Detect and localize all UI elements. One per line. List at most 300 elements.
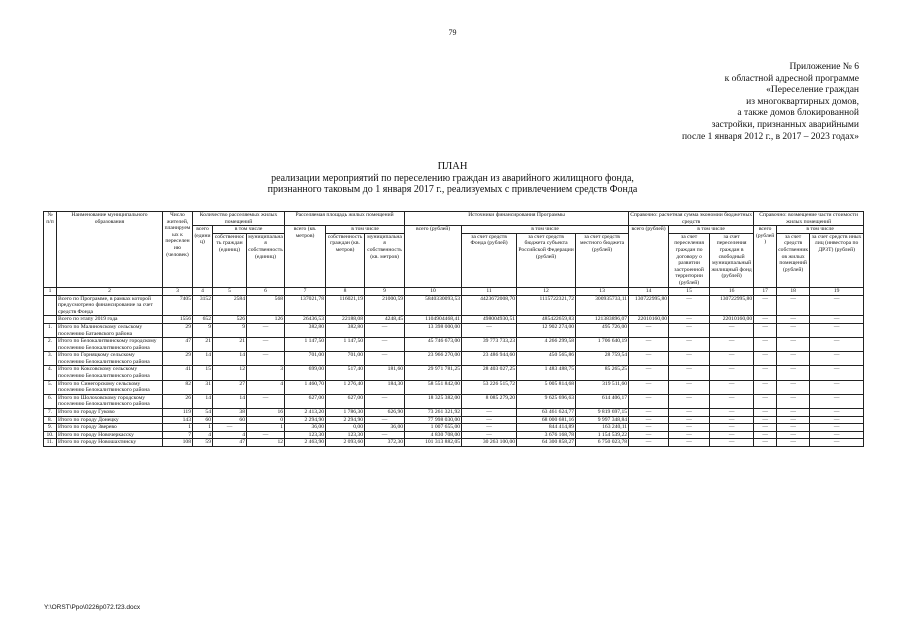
cell-c10: 73 261 321,92 (405, 409, 462, 417)
cell-c3: 7405 (163, 295, 193, 316)
appendix-line: «Переселение граждан (766, 85, 859, 96)
row-municipality: Всего по Программе, в рамках которой предусмотрено финансирование за счет средств Фонда (57, 295, 163, 316)
cell-c10: 5840330093,53 (405, 295, 462, 316)
row-municipality: Итого по Белокалитвинскому городскому поселению Белокалитвинского района (57, 338, 163, 352)
page-number: 79 (448, 28, 457, 37)
cell-c4: 59 (193, 439, 213, 447)
header-fin-total: всего (рублей) (405, 226, 462, 287)
column-number: 2 (57, 287, 163, 295)
table-row (44, 338, 864, 352)
cell-c4: 54 (193, 409, 213, 417)
cell-c12: 4 266 299,58 (517, 338, 576, 352)
cell-c7: 2 413,20 (285, 409, 326, 417)
cell-c19: — (810, 338, 864, 352)
cell-c18: — (777, 439, 810, 447)
appendix-line: к областной адресной программе (724, 73, 859, 84)
cell-c14: 22010160,00 (629, 316, 669, 324)
cell-c13: 1 706 640,19 (576, 338, 629, 352)
cell-c18: — (777, 416, 810, 424)
table-row (44, 295, 864, 316)
appendix-line: Приложение № 6 (789, 62, 859, 72)
cell-c13: 300935733,11 (576, 295, 629, 316)
cell-c3: 26 (163, 394, 193, 408)
cell-c14: — (629, 323, 669, 337)
cell-c3: 1556 (163, 316, 193, 324)
cell-c4: 31 (193, 380, 213, 394)
cell-c16: 130722995,80 (710, 295, 754, 316)
cell-c6: — (247, 431, 285, 439)
header-area-private: собственность граждан (кв. метров) (326, 233, 365, 287)
cell-c8: 0,00 (326, 424, 365, 432)
cell-c4: 4 (193, 431, 213, 439)
cell-c19: — (810, 352, 864, 366)
column-number: 13 (576, 287, 629, 295)
cell-c17: — (754, 439, 777, 447)
cell-c5: 21 (213, 338, 247, 352)
cell-c5: 14 (213, 394, 247, 408)
row-number: 9. (44, 424, 57, 432)
header-fin-fund: за счет средств Фонда (рублей) (462, 233, 517, 287)
table-row (44, 352, 864, 366)
cell-c11: 53 226 515,72 (462, 380, 517, 394)
cell-c19: — (810, 431, 864, 439)
cell-c18: — (777, 316, 810, 324)
cell-c10: 23 966 270,00 (405, 352, 462, 366)
header-area-municipal: муниципальная собственность (кв. метров) (365, 233, 405, 287)
table-row (44, 394, 864, 408)
column-number: 8 (326, 287, 365, 295)
cell-c14: — (629, 366, 669, 380)
cell-c3: 47 (163, 338, 193, 352)
cell-c10: 13 398 000,00 (405, 323, 462, 337)
header-rooms-private: собственность граждан (единиц) (213, 233, 247, 287)
cell-c15: — (669, 409, 710, 417)
header-refund-group: Справочно: возмещение части стоимости жилых помещений (754, 212, 864, 226)
cell-c9: — (365, 416, 405, 424)
row-municipality: Итого по Малиночскому сельскому поселению Батаевского района (57, 323, 163, 337)
cell-c13: 163 240,11 (576, 424, 629, 432)
header-ref-owners: за счет средств собственников жилых помещений (рублей) (777, 233, 810, 287)
cell-c6: — (247, 394, 285, 408)
row-municipality: Итого по городу Донецку (57, 416, 163, 424)
cell-c4: 60 (193, 416, 213, 424)
header-fin-local: за счет средств местного бюджета (рублей) (576, 233, 629, 287)
cell-c8: 2 294,90 (326, 416, 365, 424)
cell-c3: 108 (163, 439, 193, 447)
cell-c9: — (365, 338, 405, 352)
cell-c13: 85 265,25 (576, 366, 629, 380)
cell-c12: 450 565,86 (517, 352, 576, 366)
column-number: 5 (213, 287, 247, 295)
cell-c8: 627,00 (326, 394, 365, 408)
cell-c19: — (810, 424, 864, 432)
cell-c4: 21 (193, 338, 213, 352)
cell-c10: 77 998 030,00 (405, 416, 462, 424)
cell-c3: 29 (163, 323, 193, 337)
cell-c10: 45 746 673,00 (405, 338, 462, 352)
header-economy-group: Справочно: расчетная сумма экономии бюджетных средств (630, 212, 753, 225)
appendix-line: застройки, признанных аварийными (711, 119, 859, 130)
cell-c19: — (810, 380, 864, 394)
header-econ-total: всего (рублей) (629, 226, 669, 287)
cell-c6: 16 (247, 409, 285, 417)
appendix-line: после 1 января 2012 г., в 2017 – 2023 годах» (681, 131, 859, 142)
row-number: 8. (44, 416, 57, 424)
cell-c10: 29 971 781,25 (405, 366, 462, 380)
header-no: № п/п (44, 212, 57, 288)
cell-c14: — (629, 352, 669, 366)
column-number: 11 (462, 287, 517, 295)
row-municipality: Итого по Коксовскому сельскому поселению Белокалитвинского района (57, 366, 163, 380)
cell-c7: 137021,78 (285, 295, 326, 316)
cell-c19: — (810, 295, 864, 316)
cell-c3: 41 (163, 366, 193, 380)
header-residents: Число жителей, планируемых к переселению (человек) (163, 212, 193, 288)
plan-table (43, 211, 864, 447)
header-municipality: Наименование муниципального образования (57, 212, 163, 288)
cell-c16: — (710, 409, 754, 417)
cell-c19: — (810, 316, 864, 324)
appendix-line: а также домов блокированной (737, 108, 859, 119)
cell-c8: 123,30 (326, 431, 365, 439)
cell-c3: 29 (163, 352, 193, 366)
cell-c6: 4 (247, 380, 285, 394)
cell-c10: 1104904468,41 (405, 316, 462, 324)
cell-c6: 568 (247, 295, 285, 316)
cell-c6: 126 (247, 316, 285, 324)
header-ref-investor: за счет средств иных лиц (инвестора по ДРЗТ) (рублей) (810, 233, 864, 287)
cell-c12: 1115722321,72 (517, 295, 576, 316)
cell-c12: 64 300 858,27 (517, 439, 576, 447)
cell-c17: — (754, 394, 777, 408)
cell-c8: 1 147,50 (326, 338, 365, 352)
cell-c5: 47 (213, 439, 247, 447)
header-fin-incl: в том числе (462, 226, 629, 234)
row-number: 6. (44, 394, 57, 408)
cell-c3: 143 (163, 416, 193, 424)
row-number (44, 295, 57, 316)
cell-c17: — (754, 416, 777, 424)
cell-c18: — (777, 394, 810, 408)
header-rooms-incl: в том числе (213, 226, 285, 234)
document-title (0, 161, 905, 196)
cell-c15: — (669, 295, 710, 316)
cell-c16: — (710, 424, 754, 432)
cell-c7: 1 460,70 (285, 380, 326, 394)
cell-c9: 21000,59 (365, 295, 405, 316)
cell-c16: — (710, 439, 754, 447)
cell-c15: — (669, 424, 710, 432)
cell-c16: — (710, 416, 754, 424)
cell-c14: — (629, 380, 669, 394)
cell-c12: 485422659,83 (517, 316, 576, 324)
cell-c17: — (754, 380, 777, 394)
cell-c14: 130722995,80 (629, 295, 669, 316)
cell-c4: 9 (193, 323, 213, 337)
cell-c9: 36,00 (365, 424, 405, 432)
cell-c19: — (810, 323, 864, 337)
cell-c5: 38 (213, 409, 247, 417)
cell-c5: 526 (213, 316, 247, 324)
cell-c5: — (213, 424, 247, 432)
cell-c17: — (754, 338, 777, 352)
table-row (44, 380, 864, 394)
cell-c15: — (669, 366, 710, 380)
row-number: 5. (44, 380, 57, 394)
cell-c11: 8 085 279,20 (462, 394, 517, 408)
column-number: 7 (285, 287, 326, 295)
cell-c9: 372,30 (365, 439, 405, 447)
header-area-incl: в том числе (326, 226, 405, 234)
row-number: 2. (44, 338, 57, 352)
cell-c7: 2 294,90 (285, 416, 326, 424)
table-row (44, 439, 864, 447)
cell-c17: — (754, 366, 777, 380)
cell-c15: — (669, 431, 710, 439)
cell-c14: — (629, 431, 669, 439)
header-econ-free-fund: за счет переселения граждан в свободный муниципальный жилищный фонд (рублей) (710, 233, 754, 287)
title-plan: ПЛАН (437, 161, 468, 172)
cell-c4: 1 (193, 424, 213, 432)
cell-c17: — (754, 424, 777, 432)
header-area-total: всего (кв. метров) (285, 226, 326, 287)
cell-c3: 119 (163, 409, 193, 417)
cell-c15: — (669, 352, 710, 366)
cell-c9: 184,30 (365, 380, 405, 394)
cell-c7: 36,00 (285, 424, 326, 432)
row-number: 11. (44, 439, 57, 447)
cell-c13: 121383896,07 (576, 316, 629, 324)
column-number: 6 (247, 287, 285, 295)
row-municipality: Итого по Синегорскому сельскому поселению Белокалитвинского района (57, 380, 163, 394)
cell-c12: 9 625 696,63 (517, 394, 576, 408)
cell-c12: 3 676 168,78 (517, 431, 576, 439)
table-row (44, 416, 864, 424)
header-ref-incl: в том числе (777, 226, 864, 234)
cell-c8: 382,80 (326, 323, 365, 337)
row-number (44, 316, 57, 324)
cell-c5: 27 (213, 380, 247, 394)
cell-c19: — (810, 416, 864, 424)
cell-c6: — (247, 352, 285, 366)
column-number: 10 (405, 287, 462, 295)
cell-c5: 9 (213, 323, 247, 337)
column-number: 3 (163, 287, 193, 295)
cell-c5: 2584 (213, 295, 247, 316)
cell-c16: — (710, 431, 754, 439)
table-row (44, 366, 864, 380)
cell-c5: 4 (213, 431, 247, 439)
cell-c7: 1 147,50 (285, 338, 326, 352)
column-number: 16 (710, 287, 754, 295)
cell-c16: — (710, 366, 754, 380)
cell-c9: 626,90 (365, 409, 405, 417)
column-number: 19 (810, 287, 864, 295)
cell-c7: 26436,53 (285, 316, 326, 324)
cell-c13: 28 759,54 (576, 352, 629, 366)
header-rooms-municipal: муниципальная собственность (единиц) (247, 233, 285, 287)
cell-c11: 23 486 944,60 (462, 352, 517, 366)
cell-c18: — (777, 431, 810, 439)
row-municipality: Итого по городу Новочеркасску (57, 431, 163, 439)
cell-c12: 5 005 814,68 (517, 380, 576, 394)
cell-c18: — (777, 380, 810, 394)
cell-c7: 627,00 (285, 394, 326, 408)
column-number: 18 (777, 287, 810, 295)
cell-c16: — (710, 323, 754, 337)
cell-c18: — (777, 424, 810, 432)
cell-c10: 4 830 708,00 (405, 431, 462, 439)
cell-c8: 1 276,40 (326, 380, 365, 394)
row-municipality: Итого по Горняцкому сельскому поселению Белокалитвинского района (57, 352, 163, 366)
cell-c4: 14 (193, 394, 213, 408)
header-ref-total: всего (рублей) (754, 226, 777, 287)
cell-c18: — (777, 295, 810, 316)
row-number: 7. (44, 409, 57, 417)
cell-c18: — (777, 352, 810, 366)
row-number: 3. (44, 352, 57, 366)
cell-c4: 652 (193, 316, 213, 324)
cell-c11: — (462, 424, 517, 432)
cell-c13: 9 819 697,15 (576, 409, 629, 417)
table-row (44, 316, 864, 324)
cell-c13: 6 750 023,78 (576, 439, 629, 447)
cell-c15: — (669, 416, 710, 424)
header-fin-subject: за счет средств бюджета субъекта Российской Федерации (рублей) (517, 233, 576, 287)
row-municipality: Итого по городу Гуково (57, 409, 163, 417)
table-row (44, 323, 864, 337)
row-number: 10. (44, 431, 57, 439)
cell-c14: — (629, 394, 669, 408)
row-municipality: Итого по Шолоховскому городскому поселению Белокалитвинского района (57, 394, 163, 408)
cell-c12: 844 414,89 (517, 424, 576, 432)
title-line: реализации мероприятий по переселению граждан из аварийного жилищного фонда, (271, 172, 634, 184)
column-number: 15 (669, 287, 710, 295)
cell-c10: 101 313 882,05 (405, 439, 462, 447)
cell-c7: 699,00 (285, 366, 326, 380)
column-number: 4 (193, 287, 213, 295)
cell-c15: — (669, 380, 710, 394)
cell-c15: — (669, 439, 710, 447)
header-econ-development: за счет переселения граждан по договору о развитии застроенной территории (рублей) (669, 233, 710, 287)
table-row (44, 424, 864, 432)
cell-c3: 1 (163, 424, 193, 432)
header-rooms-group: Количество расселяемых жилых помещений (193, 212, 285, 226)
cell-c10: 18 325 382,00 (405, 394, 462, 408)
column-number: 17 (754, 287, 777, 295)
cell-c11: — (462, 409, 517, 417)
cell-c6: 12 (247, 439, 285, 447)
cell-c17: — (754, 431, 777, 439)
cell-c16: — (710, 338, 754, 352)
column-number: 12 (517, 287, 576, 295)
cell-c18: — (777, 409, 810, 417)
cell-c7: 701,00 (285, 352, 326, 366)
cell-c12: 68 000 681,16 (517, 416, 576, 424)
cell-c13: 1 154 539,22 (576, 431, 629, 439)
cell-c7: 382,80 (285, 323, 326, 337)
cell-c17: — (754, 295, 777, 316)
cell-c15: — (669, 394, 710, 408)
cell-c17: — (754, 316, 777, 324)
cell-c12: 1 483 488,75 (517, 366, 576, 380)
cell-c3: 7 (163, 431, 193, 439)
appendix-line: из многоквартирных домов, (746, 96, 859, 107)
cell-c6: 3 (247, 366, 285, 380)
cell-c10: 1 007 655,00 (405, 424, 462, 432)
header-rooms-total: всего (единиц) (193, 226, 213, 287)
cell-c11: 4423672008,70 (462, 295, 517, 316)
row-municipality: Итого по городу Новошахтинску (57, 439, 163, 447)
cell-c5: 60 (213, 416, 247, 424)
cell-c19: — (810, 394, 864, 408)
table-row (44, 409, 864, 417)
cell-c15: — (669, 323, 710, 337)
cell-c16: — (710, 352, 754, 366)
cell-c9: 4248,45 (365, 316, 405, 324)
cell-c13: 614 406,17 (576, 394, 629, 408)
cell-c16: — (710, 394, 754, 408)
header-econ-incl: в том числе (669, 226, 754, 234)
appendix-caption (599, 62, 859, 143)
row-number: 4. (44, 366, 57, 380)
header-area-group: Расселяемая площадь жилых помещений (285, 212, 405, 226)
cell-c14: — (629, 409, 669, 417)
cell-c11: — (462, 416, 517, 424)
cell-c12: 63 461 624,77 (517, 409, 576, 417)
cell-c11: 498004930,51 (462, 316, 517, 324)
cell-c7: 2 463,90 (285, 439, 326, 447)
cell-c19: — (810, 439, 864, 447)
column-number: 9 (365, 287, 405, 295)
cell-c6: — (247, 338, 285, 352)
cell-c18: — (777, 323, 810, 337)
cell-c11: 39 773 733,23 (462, 338, 517, 352)
cell-c3: 82 (163, 380, 193, 394)
cell-c5: 14 (213, 352, 247, 366)
cell-c8: 116021,19 (326, 295, 365, 316)
cell-c9: — (365, 323, 405, 337)
cell-c17: — (754, 409, 777, 417)
cell-c14: — (629, 338, 669, 352)
cell-c6: 1 (247, 424, 285, 432)
cell-c5: 12 (213, 366, 247, 380)
cell-c8: 1 786,30 (326, 409, 365, 417)
cell-c18: — (777, 338, 810, 352)
cell-c17: — (754, 352, 777, 366)
cell-c8: 701,00 (326, 352, 365, 366)
header-financing-group: Источники финансирования Программы (405, 212, 629, 226)
column-number-row (44, 287, 864, 295)
cell-c13: 9 997 348,84 (576, 416, 629, 424)
cell-c14: — (629, 416, 669, 424)
row-municipality: Всего по этапу 2019 года (57, 316, 163, 324)
cell-c12: 12 902 274,00 (517, 323, 576, 337)
cell-c16: 22010160,00 (710, 316, 754, 324)
cell-c13: 495 726,00 (576, 323, 629, 337)
cell-c9: — (365, 394, 405, 408)
row-municipality: Итого по городу Зверево (57, 424, 163, 432)
cell-c6: — (247, 323, 285, 337)
cell-c8: 517,40 (326, 366, 365, 380)
cell-c19: — (810, 366, 864, 380)
cell-c11: — (462, 431, 517, 439)
cell-c14: — (629, 424, 669, 432)
cell-c16: — (710, 380, 754, 394)
cell-c8: 2 093,60 (326, 439, 365, 447)
cell-c19: — (810, 409, 864, 417)
footer-file-path: Y:\ORST\Ppo\0226p072.f23.docx (44, 604, 141, 611)
